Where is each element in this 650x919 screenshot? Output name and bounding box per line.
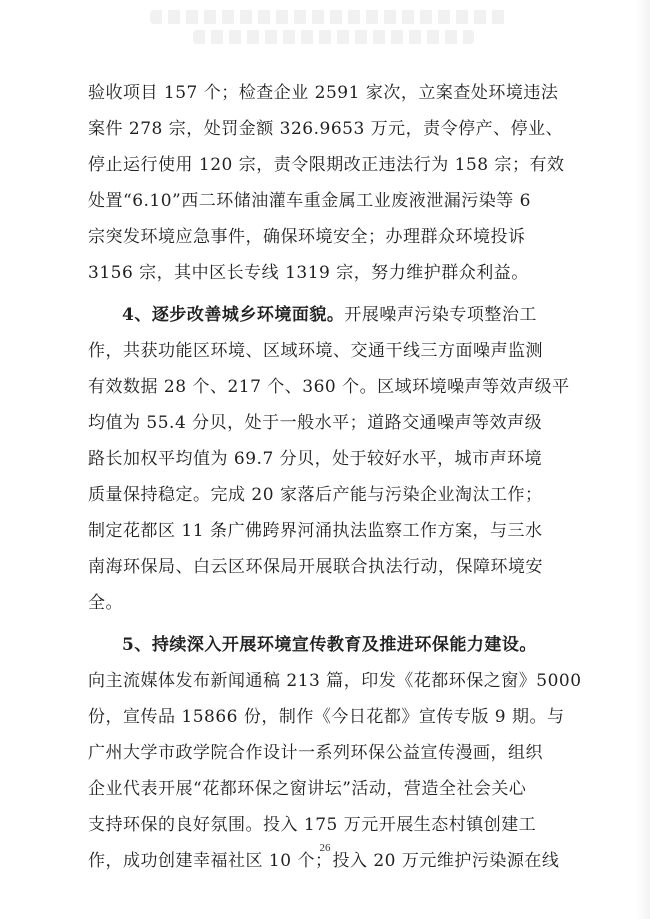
text-line: 案件 278 宗，处罚金额 326.9653 万元，责令停产、停业、 <box>88 119 564 139</box>
show-through-line <box>193 30 474 44</box>
text-line: 有效数据 28 个、217 个、360 个。区域环境噪声等效声级平 <box>88 377 570 397</box>
paragraph-urban-rural-environment <box>88 297 570 621</box>
page-number: 26 <box>319 842 331 854</box>
text-line: 份，宣传品 15866 份，制作《今日花都》宣传专版 9 期。与 <box>88 707 565 727</box>
text-line: 作，成功创建幸福社区 10 个；投入 20 万元维护污染源在线 <box>88 851 560 871</box>
text-line: 向主流媒体发布新闻通稿 213 篇，印发《花都环保之窗》5000 <box>88 671 582 691</box>
text-line: 停止运行使用 120 宗，责令限期改正违法行为 158 宗；有效 <box>88 155 565 175</box>
show-through-line <box>150 10 510 24</box>
text-line: 南海环保局、白云区环保局开展联合执法行动，保障环境安 <box>88 557 543 577</box>
text-line: 3156 宗，其中区长专线 1319 宗，努力维护群众利益。 <box>88 263 529 283</box>
text-line: 质量保持稳定。完成 20 家落后产能与污染企业淘汰工作； <box>88 485 543 505</box>
text-line: 作，共获功能区环境、区域环境、交通干线三方面噪声监测 <box>88 341 543 361</box>
scan-edge-shadow <box>636 0 650 919</box>
text-line: 验收项目 157 个；检查企业 2591 家次，立案查处环境违法 <box>88 83 559 103</box>
text-line: 均值为 55.4 分贝，处于一般水平；道路交通噪声等效声级 <box>88 413 543 433</box>
text-line: 开展噪声污染专项整治工 <box>344 305 537 325</box>
section-heading-5: 5、持续深入开展环境宣传教育及推进环保能力建设。 <box>122 635 537 655</box>
document-body <box>88 75 582 879</box>
text-line: 全。 <box>88 593 123 613</box>
paragraph-heading-line <box>88 297 570 333</box>
paragraph-enforcement-summary <box>88 75 570 291</box>
show-through-text-artifact <box>150 4 510 62</box>
text-line: 路长加权平均值为 69.7 分贝，处于较好水平，城市声环境 <box>88 449 543 469</box>
text-line: 宗突发环境应急事件，确保环境安全；办理群众环境投诉 <box>88 227 526 247</box>
text-line: 支持环保的良好氛围。投入 175 万元开展生态村镇创建工 <box>88 815 537 835</box>
text-line: 企业代表开展“花都环保之窗讲坛”活动，营造全社会关心 <box>88 779 527 799</box>
text-line: 广州大学市政学院合作设计一系列环保公益宣传漫画，组织 <box>88 743 543 763</box>
section-heading-4: 4、逐步改善城乡环境面貌。 <box>122 305 345 325</box>
text-line: 处置“6.10”西二环储油灌车重金属工业废液泄漏污染等 6 <box>88 191 531 211</box>
text-line: 制定花都区 11 条广佛跨界河涌执法监察工作方案，与三水 <box>88 521 543 541</box>
